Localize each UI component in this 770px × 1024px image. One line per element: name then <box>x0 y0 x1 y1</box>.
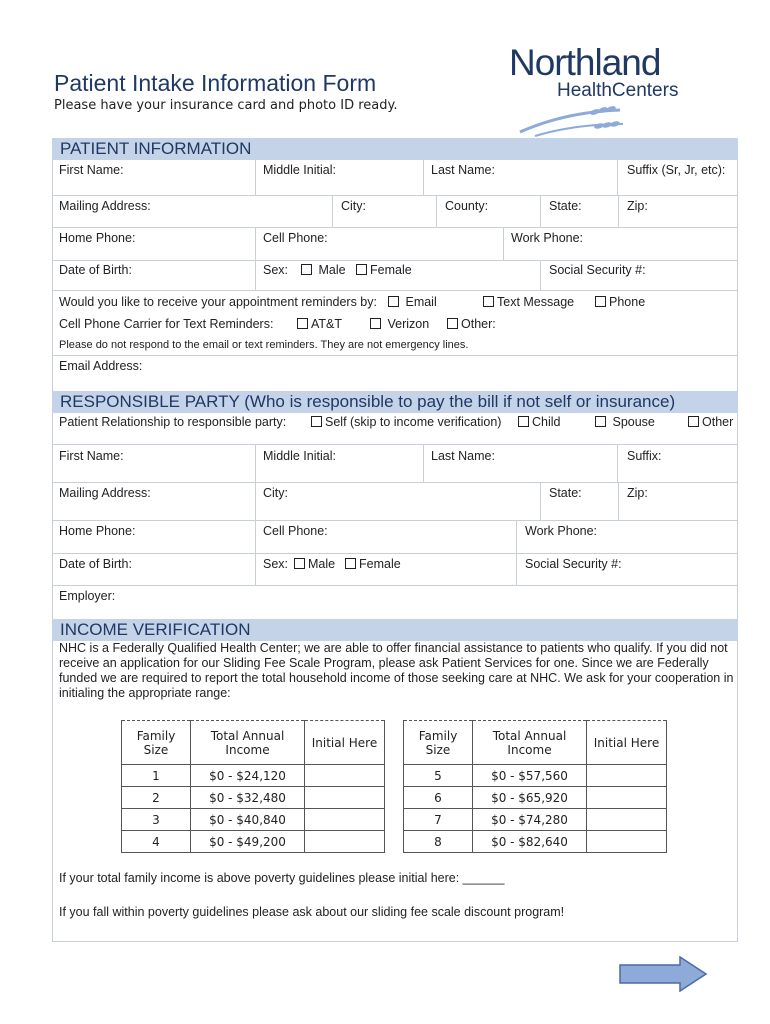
income-table-right <box>403 720 667 853</box>
patient-home-phone-field[interactable]: Home Phone: <box>59 231 136 245</box>
responsible-city-field[interactable]: City: <box>263 486 288 500</box>
responsible-first-name-field[interactable]: First Name: <box>59 449 124 463</box>
form-subtitle: Please have your insurance card and photo ID ready. <box>54 98 398 113</box>
table-row: 2 $0 - $32,480 <box>122 787 385 809</box>
form-title: Patient Intake Information Form <box>54 70 377 96</box>
patient-county-field[interactable]: County: <box>445 199 489 213</box>
section-income-verification: INCOME VERIFICATION <box>52 619 738 641</box>
income-table-left <box>121 720 385 853</box>
next-page-button[interactable] <box>618 956 710 997</box>
logo-line1: Northland <box>509 42 661 83</box>
table-row: 5 $0 - $57,560 <box>404 765 667 787</box>
northland-logo <box>505 42 705 142</box>
patient-ssn-field[interactable]: Social Security #: <box>549 263 646 277</box>
checkbox-icon <box>688 416 699 427</box>
reminder-text-option[interactable]: Text Message <box>483 295 574 309</box>
patient-email-address-field[interactable]: Email Address: <box>59 359 143 373</box>
responsible-zip-field[interactable]: Zip: <box>627 486 648 500</box>
relationship-self-option[interactable]: Self (skip to income verification) <box>311 415 501 429</box>
checkbox-icon <box>301 264 312 275</box>
responsible-state-field[interactable]: State: <box>549 486 582 500</box>
patient-work-phone-field[interactable]: Work Phone: <box>511 231 584 245</box>
checkbox-icon <box>595 416 606 427</box>
checkbox-icon <box>370 318 381 329</box>
responsible-mailing-address-field[interactable]: Mailing Address: <box>59 486 151 500</box>
responsible-last-name-field[interactable]: Last Name: <box>431 449 495 463</box>
col-header-total-income: Total Annual Income <box>473 721 587 765</box>
patient-mailing-address-field[interactable]: Mailing Address: <box>59 199 151 213</box>
responsible-dob-field[interactable]: Date of Birth: <box>59 557 132 571</box>
responsible-ssn-field[interactable]: Social Security #: <box>525 557 622 571</box>
responsible-home-phone-field[interactable]: Home Phone: <box>59 524 136 538</box>
patient-first-name-field[interactable]: First Name: <box>59 163 124 177</box>
checkbox-icon <box>297 318 308 329</box>
logo-line2: HealthCenters <box>557 80 679 101</box>
initial-cell[interactable] <box>587 809 667 831</box>
relationship-question: Patient Relationship to responsible party: <box>59 415 287 429</box>
wheat-icon <box>515 102 625 142</box>
section-responsible-party: RESPONSIBLE PARTY (Who is responsible to pay the bill if not self or insurance) <box>52 391 738 413</box>
col-header-family-size: Family Size <box>404 721 473 765</box>
checkbox-icon <box>356 264 367 275</box>
patient-sex-male-option[interactable]: Male <box>301 263 346 277</box>
responsible-sex-male-option[interactable]: Male <box>294 557 335 571</box>
responsible-middle-initial-field[interactable]: Middle Initial: <box>263 449 336 463</box>
table-row: 8 $0 - $82,640 <box>404 831 667 853</box>
table-row: 1 $0 - $24,120 <box>122 765 385 787</box>
section-patient-information: PATIENT INFORMATION <box>52 138 738 160</box>
table-row: 4 $0 - $49,200 <box>122 831 385 853</box>
checkbox-icon <box>311 416 322 427</box>
relationship-other-option[interactable]: Other <box>688 415 733 429</box>
col-header-total-income: Total Annual Income <box>191 721 305 765</box>
carrier-question: Cell Phone Carrier for Text Reminders: <box>59 317 274 331</box>
patient-cell-phone-field[interactable]: Cell Phone: <box>263 231 328 245</box>
initial-cell[interactable] <box>305 787 385 809</box>
reminder-note: Please do not respond to the email or text reminders. They are not emergency lines. <box>59 339 469 351</box>
table-row: 6 $0 - $65,920 <box>404 787 667 809</box>
checkbox-icon <box>294 558 305 569</box>
patient-last-name-field[interactable]: Last Name: <box>431 163 495 177</box>
initial-cell[interactable] <box>305 765 385 787</box>
checkbox-icon <box>518 416 529 427</box>
above-poverty-initial-field[interactable]: If your total family income is above poverty guidelines please initial here: ______ <box>59 871 505 885</box>
initial-cell[interactable] <box>587 765 667 787</box>
initial-cell[interactable] <box>305 831 385 853</box>
table-row: 7 $0 - $74,280 <box>404 809 667 831</box>
reminder-phone-option[interactable]: Phone <box>595 295 645 309</box>
next-arrow-icon <box>618 956 710 992</box>
carrier-other-option[interactable]: Other: <box>447 317 496 331</box>
responsible-cell-phone-field[interactable]: Cell Phone: <box>263 524 328 538</box>
patient-dob-field[interactable]: Date of Birth: <box>59 263 132 277</box>
col-header-initial: Initial Here <box>587 721 667 765</box>
col-header-family-size: Family Size <box>122 721 191 765</box>
patient-sex-female-option[interactable]: Female <box>356 263 412 277</box>
patient-city-field[interactable]: City: <box>341 199 366 213</box>
employer-row <box>52 586 738 619</box>
patient-sex-label: Sex: <box>263 263 289 277</box>
carrier-verizon-option[interactable]: Verizon <box>370 317 429 331</box>
checkbox-icon <box>388 296 399 307</box>
patient-phone-row <box>52 228 738 261</box>
responsible-sex-label: Sex: <box>263 557 289 571</box>
initial-cell[interactable] <box>305 809 385 831</box>
initial-cell[interactable] <box>587 831 667 853</box>
responsible-suffix-field[interactable]: Suffix: <box>627 449 662 463</box>
checkbox-icon <box>483 296 494 307</box>
col-header-initial: Initial Here <box>305 721 385 765</box>
patient-zip-field[interactable]: Zip: <box>627 199 648 213</box>
responsible-work-phone-field[interactable]: Work Phone: <box>525 524 598 538</box>
responsible-employer-field[interactable]: Employer: <box>59 589 116 603</box>
carrier-att-option[interactable]: AT&T <box>297 317 342 331</box>
patient-middle-initial-field[interactable]: Middle Initial: <box>263 163 336 177</box>
responsible-sex-female-option[interactable]: Female <box>345 557 401 571</box>
responsible-phone-row <box>52 521 738 554</box>
checkbox-icon <box>345 558 356 569</box>
patient-state-field[interactable]: State: <box>549 199 582 213</box>
income-paragraph: NHC is a Federally Qualified Health Center; we are able to offer financial assistance to patients who qualify. If you did not receive an application for our Sliding Fee Scale Program, please ask Patient Services for one. Since we are Federally funded we are required to report the total household income of those seeking care at NHC. We ask for your cooperation in initialing the appropriate range: <box>59 641 734 700</box>
reminder-email-option[interactable]: Email <box>388 295 437 309</box>
initial-cell[interactable] <box>587 787 667 809</box>
within-poverty-note: If you fall within poverty guidelines please ask about our sliding fee scale discount program! <box>59 905 565 919</box>
relationship-child-option[interactable]: Child <box>518 415 561 429</box>
checkbox-icon <box>595 296 606 307</box>
reminders-question: Would you like to receive your appointment reminders by: <box>59 295 377 309</box>
table-row: 3 $0 - $40,840 <box>122 809 385 831</box>
relationship-spouse-option[interactable]: Spouse <box>595 415 655 429</box>
checkbox-icon <box>447 318 458 329</box>
patient-suffix-field[interactable]: Suffix (Sr, Jr, etc): <box>627 163 726 177</box>
divider <box>52 355 738 356</box>
